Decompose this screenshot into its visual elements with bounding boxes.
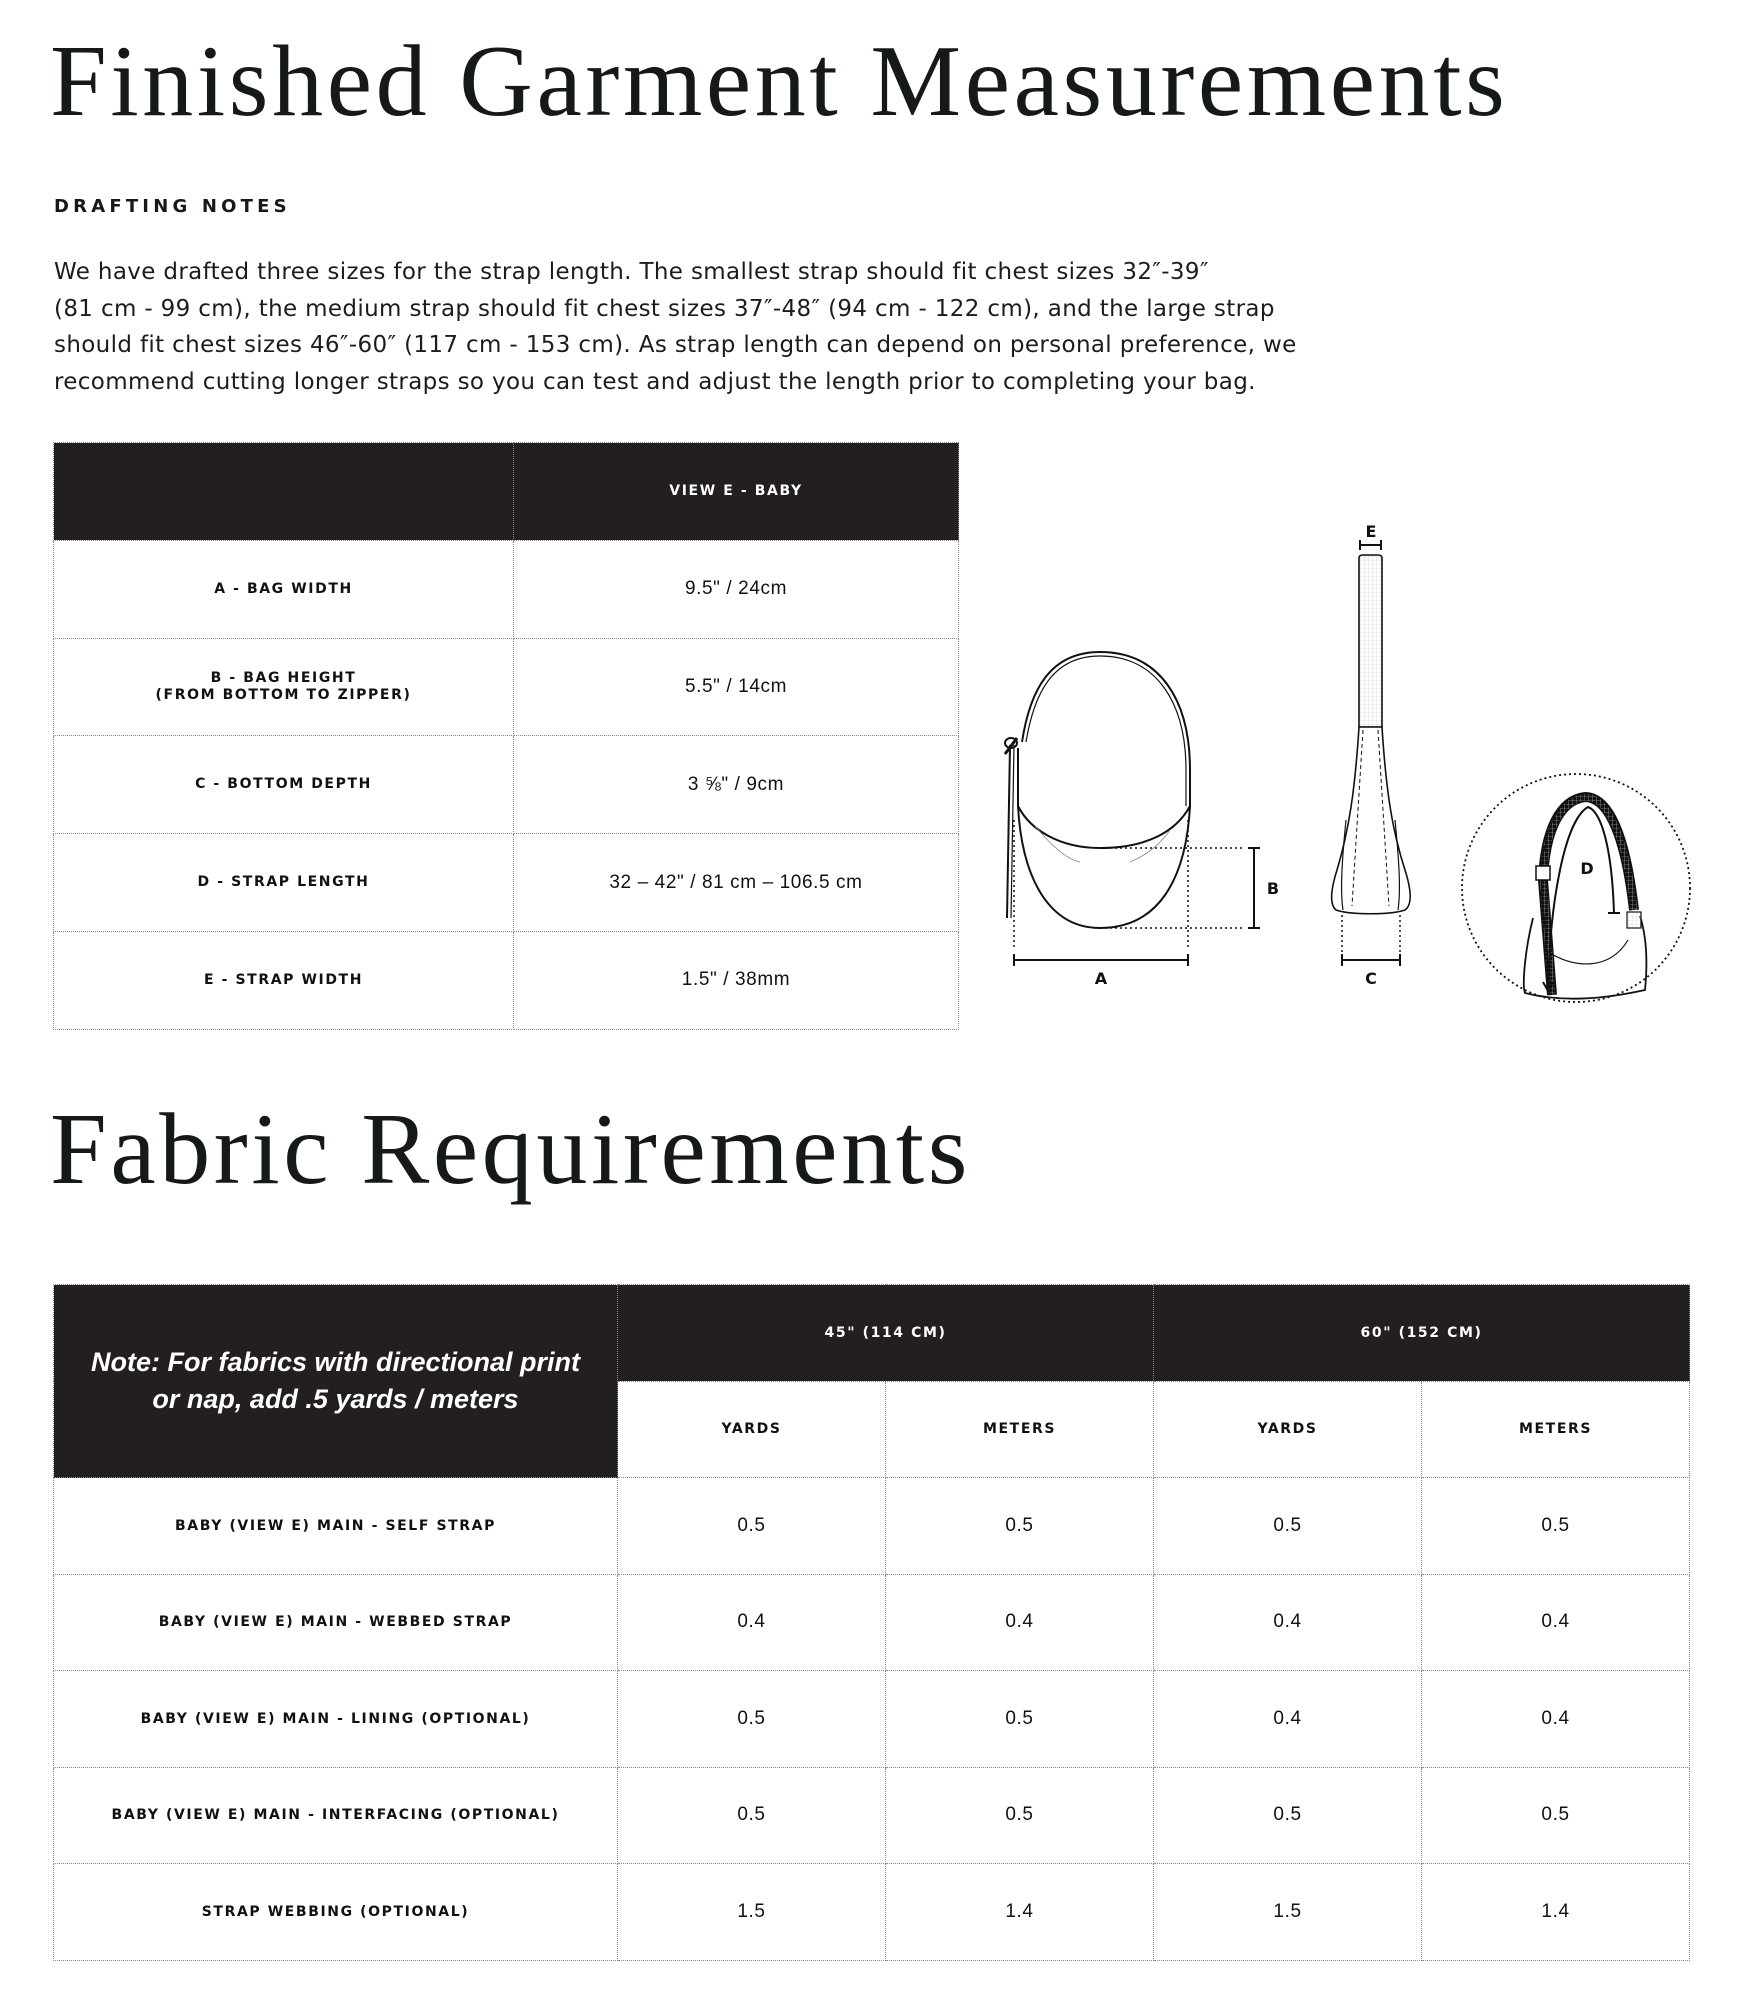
row-label: BABY (VIEW E) MAIN - INTERFACING (OPTIONAL)	[111, 1807, 560, 1824]
row-label: BABY (VIEW E) MAIN - LINING (OPTIONAL)	[140, 1710, 531, 1727]
row-value-cell	[514, 931, 959, 1029]
value-cell	[618, 1767, 886, 1864]
table-row	[54, 1767, 1690, 1864]
value-cell	[886, 1767, 1154, 1864]
row-label: STRAP WEBBING (OPTIONAL)	[201, 1903, 470, 1920]
row-value: 0.4	[1541, 1611, 1570, 1633]
paragraph-line: We have drafted three sizes for the strap length. The smallest strap should fit chest sizes 32″-39″	[54, 259, 1209, 285]
value-cell	[1422, 1767, 1690, 1864]
unit-yards-label: YARDS	[1257, 1421, 1318, 1438]
row-value: 0.5	[1273, 1514, 1302, 1536]
measurements-table	[53, 442, 959, 1030]
row-value: 0.4	[1005, 1611, 1034, 1633]
row-label-cell	[54, 1864, 618, 1961]
dimension-lines	[1014, 820, 1260, 966]
value-cell	[618, 1478, 886, 1575]
value-cell	[1422, 1574, 1690, 1671]
row-label: B - BAG HEIGHT	[210, 669, 357, 686]
row-label: A - BAG WIDTH	[214, 580, 353, 597]
table-row	[54, 540, 959, 638]
row-value: 1.5	[737, 1900, 766, 1922]
row-value: 1.5	[1273, 1900, 1302, 1922]
row-sublabel: (FROM BOTTOM TO ZIPPER)	[155, 686, 412, 703]
fabric-requirements-table	[53, 1284, 1690, 1961]
value-cell	[1154, 1478, 1422, 1575]
view-e-baby-label: VIEW E - BABY	[669, 483, 803, 500]
row-label: E - STRAP WIDTH	[203, 971, 364, 988]
width-60-label: 60" (152 CM)	[1360, 1324, 1483, 1341]
width-group-header	[1154, 1285, 1690, 1382]
unit-header	[1154, 1381, 1422, 1478]
value-cell	[1422, 1671, 1690, 1768]
value-cell	[1422, 1478, 1690, 1575]
paragraph-line: should fit chest sizes 46″-60″ (117 cm - 153 cm). As strap length can depend on personal preference, we	[54, 332, 1297, 358]
row-value-cell	[514, 736, 959, 834]
row-value: 0.4	[1273, 1707, 1302, 1729]
row-label-cell	[54, 1671, 618, 1768]
row-label-cell	[54, 834, 514, 932]
row-value-cell	[514, 834, 959, 932]
drafting-notes-heading: DRAFTING NOTES	[54, 196, 291, 217]
row-label-cell	[54, 540, 514, 638]
dimension-label-c: C	[1365, 969, 1377, 988]
row-label: C - BOTTOM DEPTH	[195, 776, 372, 793]
row-label-cell	[54, 931, 514, 1029]
table-row	[54, 834, 959, 932]
row-value: 0.5	[737, 1707, 766, 1729]
row-value: 0.4	[737, 1611, 766, 1633]
value-cell	[1154, 1864, 1422, 1961]
row-value: 0.5	[737, 1804, 766, 1826]
header-cell-empty	[54, 443, 514, 541]
row-label-cell	[54, 1574, 618, 1671]
dimension-label-b: B	[1266, 879, 1280, 898]
bag-technical-drawings	[980, 500, 1720, 1020]
header-cell-view	[514, 443, 959, 541]
unit-header	[1422, 1381, 1690, 1478]
table-header-row	[54, 443, 959, 541]
row-label-cell	[54, 736, 514, 834]
row-value: 9.5" / 24cm	[684, 578, 788, 600]
row-value: 0.5	[1005, 1804, 1034, 1826]
table-row	[54, 638, 959, 736]
value-cell	[618, 1864, 886, 1961]
row-value-cell	[514, 638, 959, 736]
value-cell	[886, 1574, 1154, 1671]
row-label: BABY (VIEW E) MAIN - WEBBED STRAP	[158, 1614, 513, 1631]
bag-worn-detail-diagram-icon	[1462, 774, 1690, 1002]
width-group-header	[618, 1285, 1154, 1382]
value-cell	[886, 1671, 1154, 1768]
dimension-label-a: A	[1094, 969, 1108, 988]
dimension-label-e: E	[1365, 522, 1377, 541]
table-row	[54, 1478, 1690, 1575]
row-label-cell	[54, 1478, 618, 1575]
row-value: 1.5" / 38mm	[681, 969, 791, 991]
note-cell	[54, 1285, 618, 1478]
row-value: 32 – 42" / 81 cm – 106.5 cm	[609, 871, 863, 893]
drafting-notes-paragraph	[54, 254, 1297, 400]
fabric-header-row	[54, 1285, 1690, 1382]
value-cell	[886, 1478, 1154, 1575]
row-label-cell	[54, 1767, 618, 1864]
table-row	[54, 1574, 1690, 1671]
value-cell	[1154, 1671, 1422, 1768]
unit-meters-label: METERS	[982, 1421, 1057, 1438]
table-row	[54, 1671, 1690, 1768]
row-value: 0.5	[1541, 1514, 1570, 1536]
row-value: 1.4	[1005, 1900, 1034, 1922]
row-label-cell	[54, 638, 514, 736]
row-value: 0.5	[1005, 1707, 1034, 1729]
page-title-fabric: Fabric Requirements	[50, 1093, 972, 1206]
value-cell	[618, 1671, 886, 1768]
value-cell	[1154, 1574, 1422, 1671]
row-label: D - STRAP LENGTH	[197, 874, 370, 891]
width-45-label: 45" (114 CM)	[824, 1324, 947, 1341]
row-value: 0.4	[1273, 1611, 1302, 1633]
value-cell	[1154, 1767, 1422, 1864]
row-value: 0.5	[737, 1514, 766, 1536]
table-row	[54, 931, 959, 1029]
row-value: 0.5	[1541, 1804, 1570, 1826]
directional-print-note: Note: For fabrics with directional print or nap, add .5 yards / meters	[90, 1347, 581, 1414]
unit-yards-label: YARDS	[721, 1421, 782, 1438]
unit-meters-label: METERS	[1518, 1421, 1593, 1438]
dimension-label-d: D	[1580, 859, 1594, 878]
row-value: 1.4	[1541, 1900, 1570, 1922]
unit-header	[618, 1381, 886, 1478]
table-row	[54, 1864, 1690, 1961]
row-value: 5.5" / 14cm	[684, 675, 788, 697]
row-value: 3 ⅝" / 9cm	[687, 773, 785, 795]
page-title-measurements: Finished Garment Measurements	[50, 25, 1509, 138]
value-cell	[1422, 1864, 1690, 1961]
unit-header	[886, 1381, 1154, 1478]
row-label: BABY (VIEW E) MAIN - SELF STRAP	[175, 1517, 496, 1534]
paragraph-line: (81 cm - 99 cm), the medium strap should fit chest sizes 37″-48″ (94 cm - 122 cm), and the large strap	[54, 295, 1275, 322]
row-value: 0.4	[1541, 1707, 1570, 1729]
paragraph-line: recommend cutting longer straps so you can test and adjust the length prior to completing your bag.	[54, 368, 1256, 395]
table-row	[54, 736, 959, 834]
bag-front-diagram-icon	[1005, 652, 1190, 928]
value-cell	[618, 1574, 886, 1671]
row-value: 0.5	[1005, 1514, 1034, 1536]
strap-side-diagram-icon	[1332, 555, 1411, 914]
row-value: 0.5	[1273, 1804, 1302, 1826]
value-cell	[886, 1864, 1154, 1961]
row-value-cell	[514, 540, 959, 638]
